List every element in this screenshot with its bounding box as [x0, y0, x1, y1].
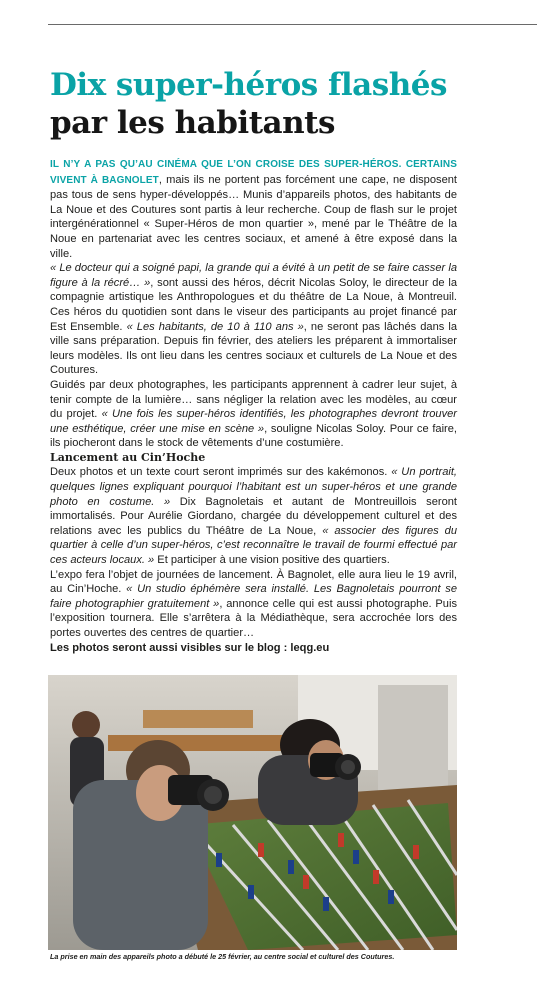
- headline-line-1: Dix super-héros flashés: [50, 67, 447, 103]
- quote: « Un portrait, quelques lignes expliquant pourquoi l’habitant est un super-héros et une grande photo en costume. »: [50, 466, 457, 508]
- paragraph-4: [50, 465, 457, 567]
- article-headline: [50, 66, 520, 142]
- paragraph-2: [50, 261, 457, 378]
- paragraph-text: , ne seront pas lâchés dans la ville sans préparation. Depuis fin février, des ateliers les préparent à immortaliser leurs modèles. Ils ont lieu dans les centres sociaux et culturels de La Noue et des Coutures.: [50, 320, 457, 377]
- top-rule: [48, 24, 537, 25]
- paragraph-1-text: , mais ils ne portent pas forcément une cape, ne disposent pas tous de sens hyper-développés… Munis d’appareils photos, des habitants de La Noue et des Coutures sont partis à leur recherche. Coup de flash sur le projet intergénérationnel « Super-Héros de mon quartier », mené par le Théâtre de la Noue en partenariat avec les centres sociaux, et amené à être exposé dans la ville.: [50, 173, 457, 260]
- quote: « associer des figures du quartier à celle d’un super-héros, c’est reconnaître le travail de fourmi effectué par ces acteurs locaux. »: [50, 524, 457, 567]
- paragraph-1: [50, 157, 457, 261]
- paragraph-text: L’expo fera l’objet de journées de lancement. À Bagnolet, elle aura lieu le 19 avril, au Cin’Hoche.: [50, 568, 457, 596]
- article-body: [50, 157, 457, 655]
- paragraph-3: [50, 378, 457, 451]
- blog-link-line: Les photos seront aussi visibles sur le blog : leqg.eu: [50, 641, 330, 654]
- headline-line-2: par les habitants: [50, 105, 335, 141]
- lead-text: IL N’Y A PAS QU’AU CINÉMA QUE L’ON CROISE DES SUPER-HÉROS. CERTAINS VIVENT À BAGNOLET: [50, 159, 457, 186]
- quote: « Les habitants, de 10 à 110 ans »: [126, 320, 304, 333]
- paragraph-text: Dix Bagnoletais et autant de Montreuillois seront immortalisés. Pour Aurélie Giordano, chargée du développement culturel et des relations avec les publics du Théâtre de La Noue,: [50, 495, 457, 537]
- quote: « Le docteur qui a soigné papi, la grande qui a évité à un petit de se faire casser la figure à la récré… »: [50, 262, 457, 289]
- paragraph-text: , sont aussi des héros, décrit Nicolas Soloy, le directeur de la compagnie artistique les Anthropologues et du théâtre de La Noue, à Montreuil. Ces héros du quotidien sont dans le viseur des participants au projet financé par Est Ensemble.: [50, 276, 457, 333]
- paragraph-text: , souligne Nicolas Soloy. Pour ce faire, ils piocheront dans le stock de vêtements d’une costumière.: [50, 422, 457, 450]
- article-photo: [48, 675, 457, 950]
- foosball-photo-illustration: [48, 675, 457, 950]
- paragraph-text: Guidés par deux photographes, les participants apprennent à cadrer leur sujet, à tenir compte de la lumière… sans négliger la relation avec les modèles, au cœur du projet.: [50, 378, 457, 421]
- quote: « Un studio éphémère sera installé. Les Bagnoletais pourront se faire photographier gratuitement »: [50, 583, 458, 610]
- paragraph-text: Deux photos et un texte court seront imprimés sur des kakémonos.: [50, 466, 392, 479]
- paragraph-5: [50, 568, 457, 641]
- quote: « Une fois les super-héros identifiés, les photographes devront trouver une esthétique, créer une mise en scène »: [50, 408, 457, 435]
- section-subhead: Lancement au Cin’Hoche: [50, 450, 206, 464]
- paragraph-text: Et participer à une vision positive des quartiers.: [154, 554, 390, 567]
- photo-caption: La prise en main des appareils photo a débuté le 25 février, au centre social et culturel des Coutures.: [50, 952, 395, 961]
- paragraph-text: , annonce celle qui est aussi photographe. Puis l’exposition tournera. Elle s’arrêtera à la Médiathèque, sera accrochée lors des portes ouvertes des centres de quartier…: [50, 597, 457, 639]
